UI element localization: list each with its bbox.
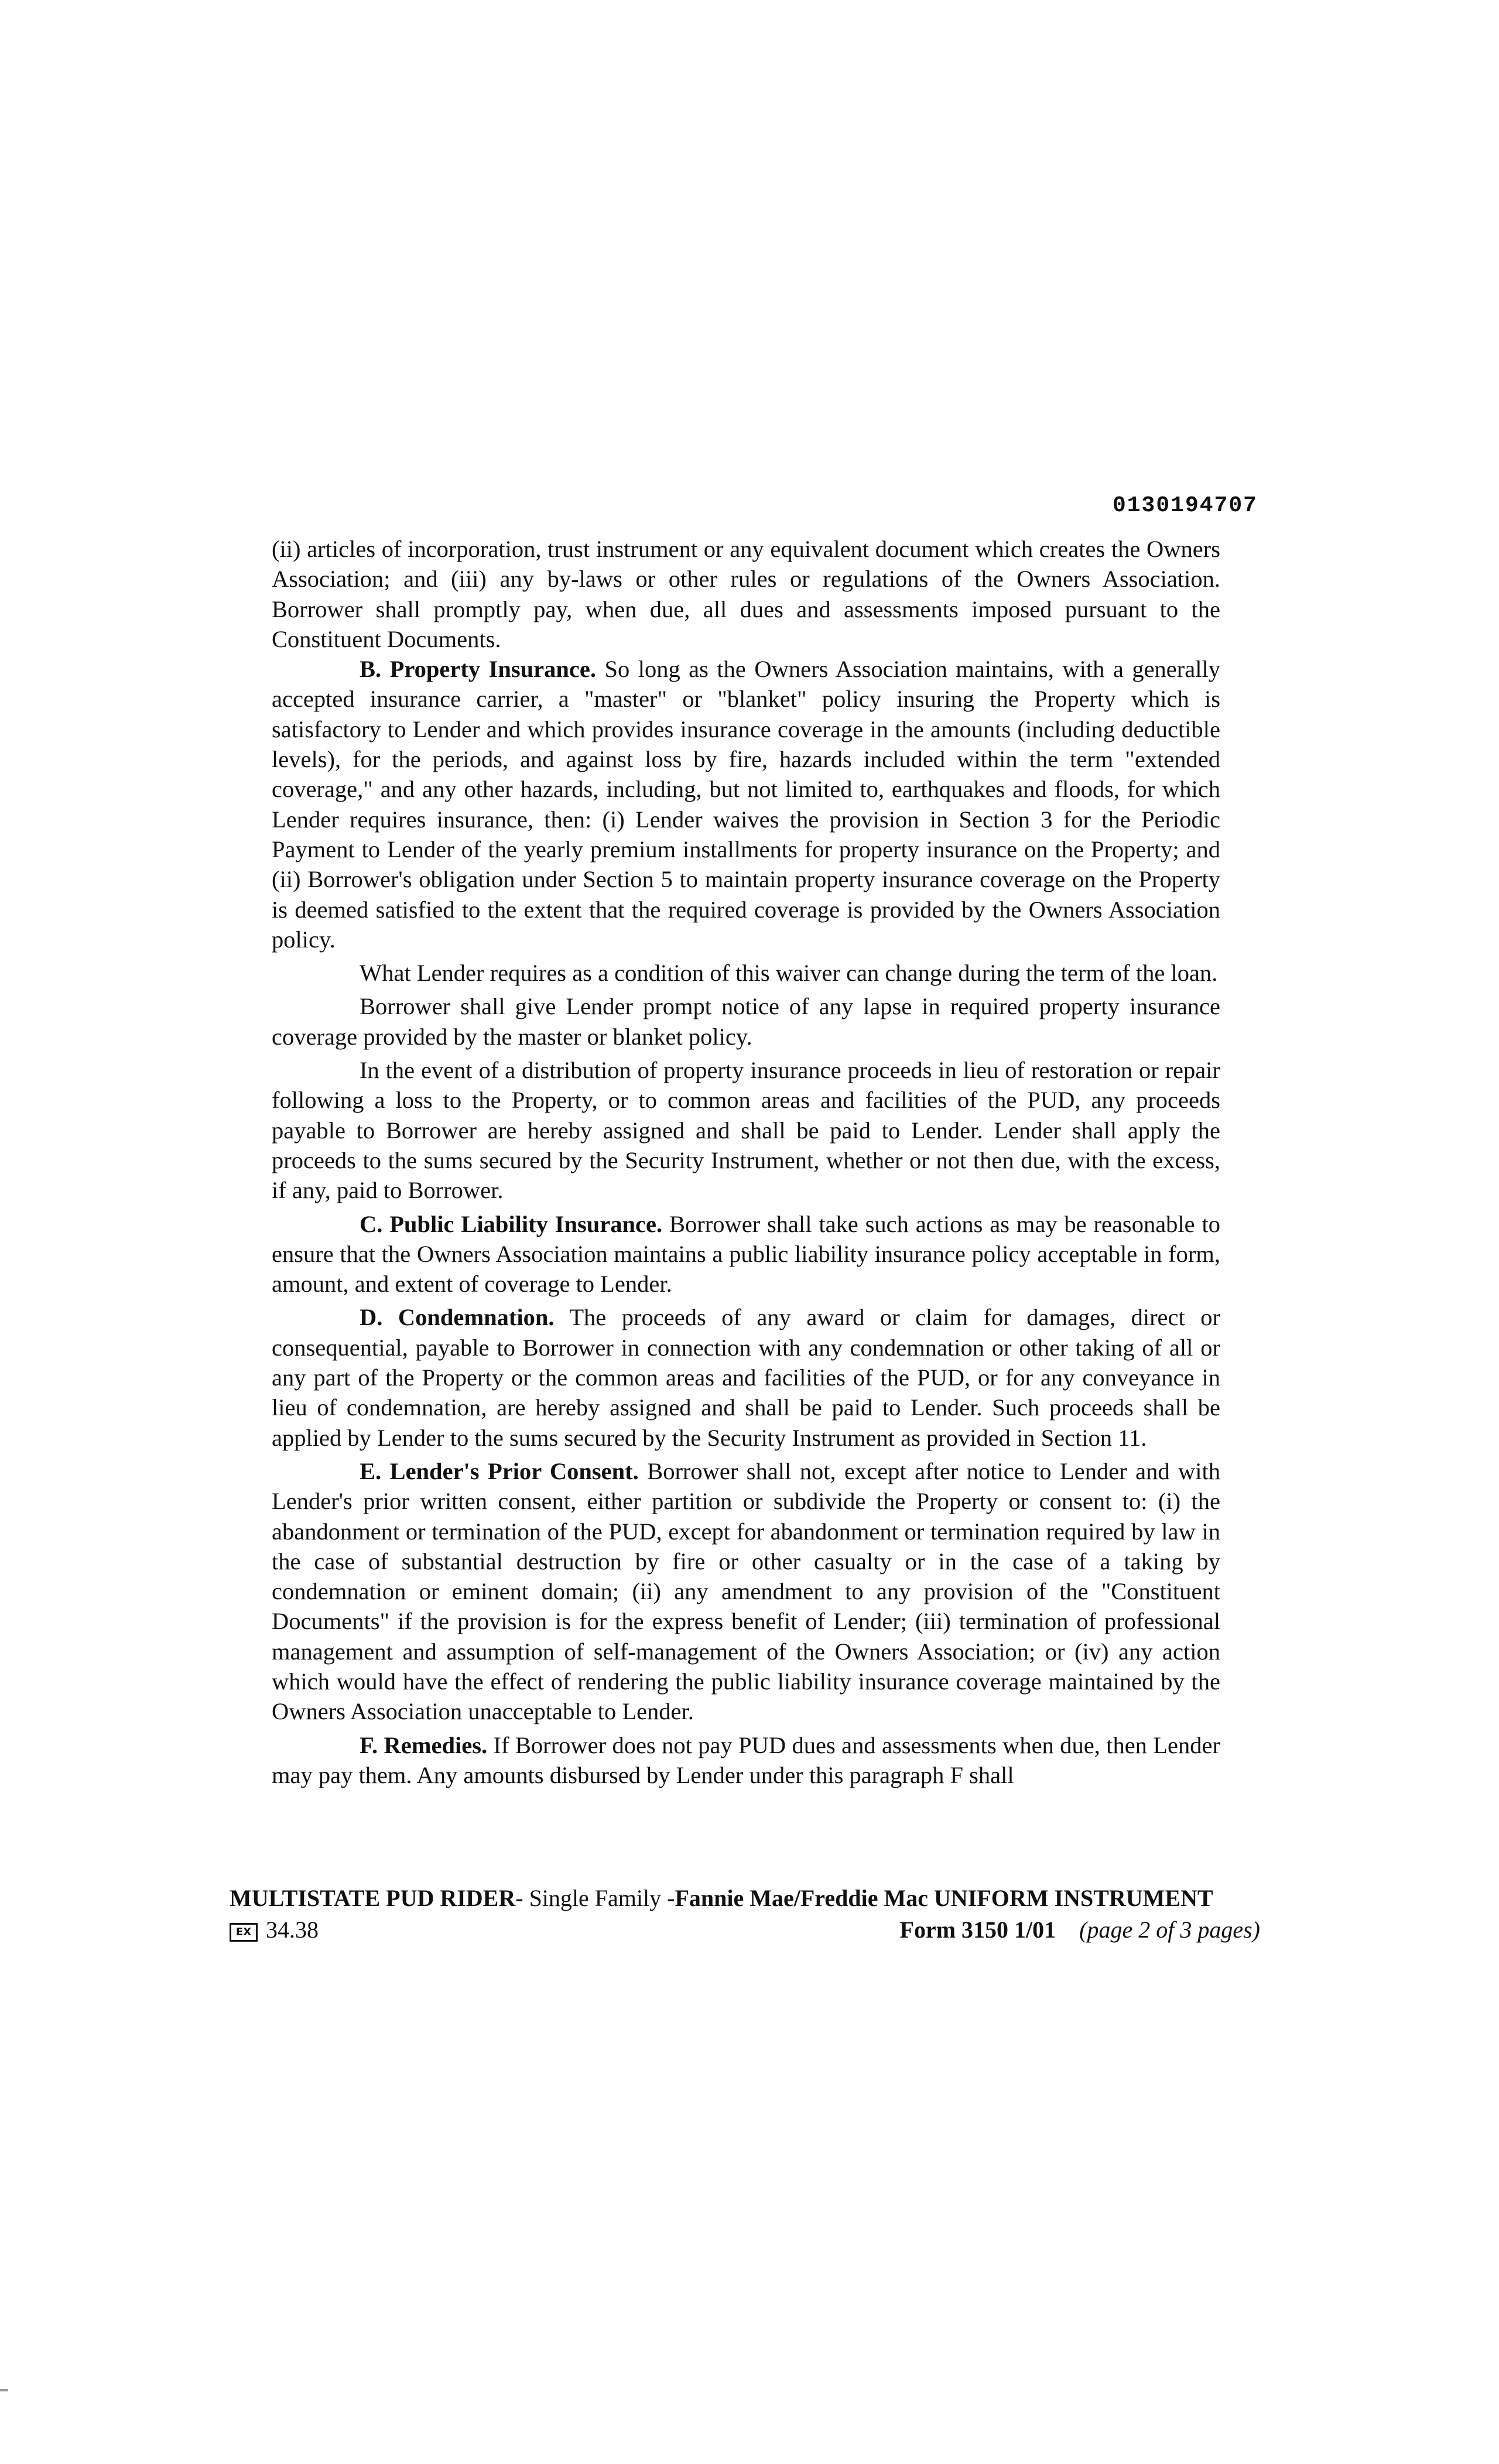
- footer-title-part1: MULTISTATE PUD RIDER-: [230, 1885, 523, 1911]
- footer-right: [900, 1916, 1260, 1943]
- section-e-heading: E. Lender's Prior Consent.: [360, 1457, 639, 1484]
- document-body: [272, 534, 1220, 1790]
- footer-title-part2: Single Family: [523, 1885, 668, 1911]
- section-f-text: If Borrower does not pay PUD dues and assessments when due, then Lender may pay them. Any amounts disbursed by Lender under this paragraph F shall: [272, 1731, 1220, 1788]
- section-e-text: Borrower shall not, except after notice to Lender and with Lender's prior written consent, either partition or subdivide the Property or consent to: (i) the abandonment or termination of the PUD, except for abandonment or termination required by law in the case of substantial destruction by fire or other casualty or in the case of a taking by condemnation or eminent domain; (ii) any amendment to any provision of the "Constituent Documents" if the provision is for the express benefit of Lender; (iii) termination of professional management and assumption of self-management of the Owners Association; or (iv) any action which would have the effect of rendering the public liability insurance coverage maintained by the Owners Association unacceptable to Lender.: [272, 1457, 1220, 1725]
- paragraph-insurance-proceeds: In the event of a distribution of property insurance proceeds in lieu of restoration or repair following a loss to the Property, or to common areas and facilities of the PUD, any proceeds payable to Borrower are hereby assigned and shall be paid to Lender. Lender shall apply the proceeds to the sums secured by the Security Instrument, whether or not then due, with the excess, if any, paid to Borrower.: [272, 1057, 1220, 1204]
- section-e-prior-consent: [272, 1456, 1220, 1727]
- section-b-text: So long as the Owners Association maintains, with a generally accepted insurance carrier, a "master" or "blanket" policy insuring the Property which is satisfactory to Lender and which provides insurance coverage in the amounts (including deductible levels), for the periods, and against loss by fire, hazards included within the term "extended coverage," and any other hazards, including, but not limited to, earthquakes and floods, for which Lender requires insurance, then: (i) Lender waives the provision in Section 3 for the Periodic Payment to Lender of the yearly premium installments for property insurance on the Property; and (ii) Borrower's obligation under Section 5 to maintain property insurance coverage on the Property is deemed satisfied to the extent that the required coverage is provided by the Owners Association policy.: [272, 656, 1220, 953]
- paragraph-waiver-change: What Lender requires as a condition of this waiver can change during the term of the loan.: [360, 960, 1218, 987]
- paragraph-lapse-notice: Borrower shall give Lender prompt notice of any lapse in required property insurance coverage provided by the master or blanket policy.: [272, 993, 1220, 1050]
- section-c-heading: C. Public Liability Insurance.: [360, 1210, 663, 1237]
- footer-form-info: [230, 1916, 1260, 1945]
- footer-form-title: [230, 1884, 1225, 1912]
- section-c-text: Borrower shall take such actions as may be reasonable to ensure that the Owners Association maintains a public liability insurance policy acceptable in form, amount, and extent of coverage to Lender.: [272, 1210, 1220, 1298]
- scan-edge-mark: [0, 2389, 8, 2391]
- document-number: 0130194707: [1112, 493, 1258, 518]
- footer-title-part3: -Fannie Mae/Freddie Mac UNIFORM INSTRUMENT: [667, 1885, 1213, 1911]
- section-d-text: The proceeds of any award or claim for damages, direct or consequential, payable to Borrower in connection with any condemnation or other taking of all or any part of the Property or the common areas and facilities of the PUD, or for any conveyance in lieu of condemnation, are hereby assigned and shall be paid to Lender. Such proceeds shall be applied by Lender to the sums secured by the Security Instrument as provided in Section 11.: [272, 1304, 1220, 1451]
- paragraph-constituent-docs: (ii) articles of incorporation, trust instrument or any equivalent document which creates the Owners Association; and (iii) any by-laws or other rules or regulations of the Owners Association. Borrower shall promptly pay, when due, all dues and assessments imposed pursuant to the Constituent Documents.: [272, 536, 1220, 652]
- section-d-condemnation: [272, 1302, 1220, 1452]
- section-c-public-liability: [272, 1209, 1220, 1299]
- form-number: Form 3150 1/01: [899, 1917, 1056, 1943]
- section-f-remedies: [272, 1730, 1220, 1791]
- section-f-heading: F. Remedies.: [360, 1731, 488, 1758]
- footer-code: 34.38: [266, 1917, 319, 1943]
- section-b-property-insurance: [272, 654, 1220, 954]
- page-indicator: (page 2 of 3 pages): [1079, 1917, 1260, 1943]
- ex-logo-icon: EX: [230, 1923, 258, 1942]
- section-b-heading: B. Property Insurance.: [360, 656, 596, 683]
- section-d-heading: D. Condemnation.: [360, 1304, 555, 1331]
